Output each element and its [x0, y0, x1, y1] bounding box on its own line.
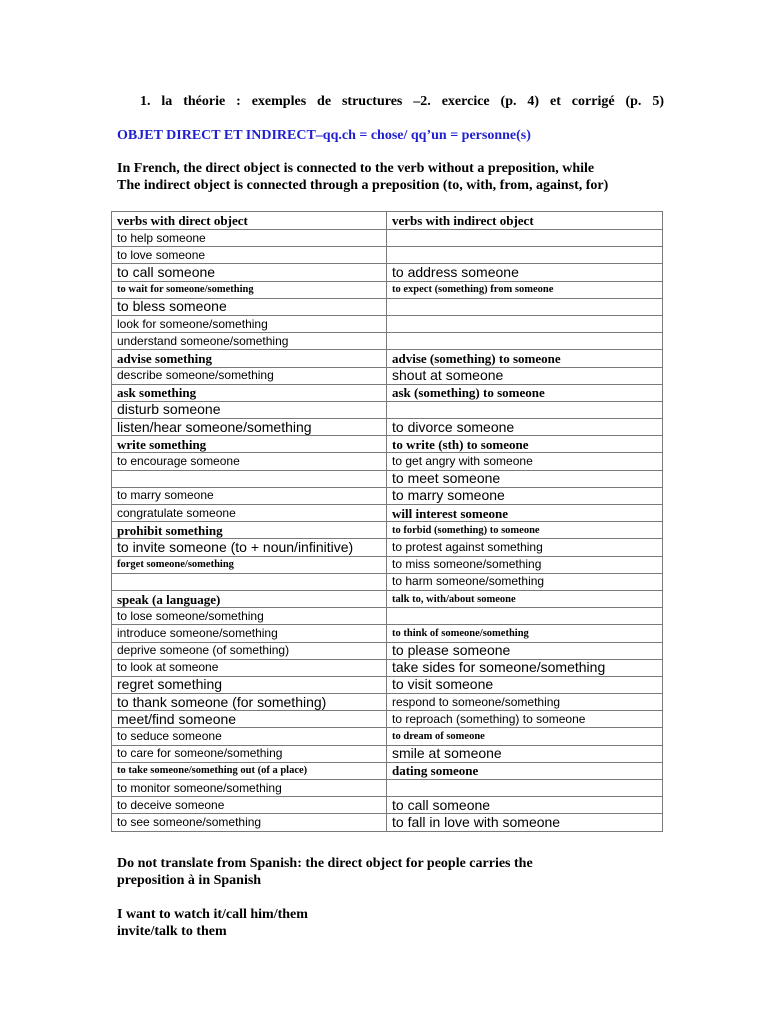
indirect-object-cell: to divorce someone [387, 419, 663, 436]
direct-object-cell: to lose someone/something [112, 608, 387, 625]
indirect-object-cell: to write (sth) to someone [387, 436, 663, 453]
table-row [112, 780, 663, 797]
direct-object-cell: deprive someone (of something) [112, 642, 387, 659]
indirect-object-cell [387, 315, 663, 332]
indirect-object-cell: respond to someone/something [387, 694, 663, 711]
indirect-object-cell: to think of someone/something [387, 625, 663, 642]
indirect-object-cell: dating someone [387, 762, 663, 779]
direct-object-cell: to wait for someone/something [112, 281, 387, 298]
table-header-row [112, 212, 663, 230]
note-line: Do not translate from Spanish: the direct object for people carries the [117, 856, 533, 871]
direct-object-cell: to see someone/something [112, 814, 387, 831]
indirect-object-cell [387, 780, 663, 797]
table-row [112, 539, 663, 556]
direct-object-cell: forget someone/something [112, 556, 387, 573]
table-row [112, 745, 663, 762]
intro-paragraph [117, 160, 608, 194]
table-row [112, 590, 663, 607]
indirect-object-cell [387, 608, 663, 625]
page-heading: 1. la théorie : exemples de structures –2. exercice (p. 4) et corrigé (p. 5) [140, 94, 664, 109]
table-row [112, 333, 663, 350]
table-row [112, 401, 663, 418]
table-row [112, 505, 663, 522]
note-line: preposition à in Spanish [117, 873, 262, 888]
section-title: OBJET DIRECT ET INDIRECT–qq.ch = chose/ qq’un = personne(s) [117, 128, 531, 143]
direct-object-cell: to encourage someone [112, 453, 387, 470]
direct-object-cell: to bless someone [112, 298, 387, 315]
example-line: invite/talk to them [117, 924, 227, 939]
table-row [112, 281, 663, 298]
indirect-object-cell: to address someone [387, 264, 663, 281]
verbs-table-body [112, 230, 663, 832]
direct-object-cell: to help someone [112, 230, 387, 247]
indirect-object-cell: to protest against something [387, 539, 663, 556]
table-row [112, 625, 663, 642]
intro-line: The indirect object is connected through a preposition (to, with, from, against, for) [117, 178, 609, 193]
direct-object-cell: ask something [112, 384, 387, 401]
direct-object-cell: meet/find someone [112, 711, 387, 728]
indirect-object-cell: to reproach (something) to someone [387, 711, 663, 728]
table-row [112, 694, 663, 711]
indirect-object-cell [387, 401, 663, 418]
table-row [112, 315, 663, 332]
direct-object-cell: listen/hear someone/something [112, 419, 387, 436]
table-row [112, 350, 663, 367]
table-row [112, 642, 663, 659]
direct-object-cell: to monitor someone/something [112, 780, 387, 797]
indirect-object-cell: to please someone [387, 642, 663, 659]
table-row [112, 556, 663, 573]
header-indirect-object: verbs with indirect object [387, 212, 663, 230]
direct-object-cell: look for someone/something [112, 315, 387, 332]
direct-object-cell: disturb someone [112, 401, 387, 418]
direct-object-cell: to call someone [112, 264, 387, 281]
direct-object-cell: describe someone/something [112, 367, 387, 384]
verbs-table [111, 211, 663, 832]
table-row [112, 247, 663, 264]
indirect-object-cell: smile at someone [387, 745, 663, 762]
table-row [112, 762, 663, 779]
indirect-object-cell: shout at someone [387, 367, 663, 384]
table-row [112, 264, 663, 281]
direct-object-cell [112, 470, 387, 487]
direct-object-cell: to marry someone [112, 487, 387, 504]
indirect-object-cell: to call someone [387, 797, 663, 814]
indirect-object-cell: advise (something) to someone [387, 350, 663, 367]
table-row [112, 436, 663, 453]
table-row [112, 814, 663, 831]
table-row [112, 608, 663, 625]
table-row [112, 797, 663, 814]
direct-object-cell: to seduce someone [112, 728, 387, 745]
direct-object-cell: to deceive someone [112, 797, 387, 814]
intro-line: In French, the direct object is connected to the verb without a preposition, while [117, 161, 595, 176]
indirect-object-cell: to miss someone/something [387, 556, 663, 573]
indirect-object-cell [387, 247, 663, 264]
table-row [112, 659, 663, 676]
indirect-object-cell: to meet someone [387, 470, 663, 487]
direct-object-cell: to thank someone (for something) [112, 694, 387, 711]
direct-object-cell: prohibit something [112, 522, 387, 539]
table-row [112, 728, 663, 745]
direct-object-cell: speak (a language) [112, 590, 387, 607]
indirect-object-cell [387, 230, 663, 247]
table-row [112, 384, 663, 401]
indirect-object-cell: to fall in love with someone [387, 814, 663, 831]
table-row [112, 298, 663, 315]
indirect-object-cell: to expect (something) from someone [387, 281, 663, 298]
indirect-object-cell: to visit someone [387, 676, 663, 693]
direct-object-cell: understand someone/something [112, 333, 387, 350]
indirect-object-cell: to get angry with someone [387, 453, 663, 470]
direct-object-cell: to love someone [112, 247, 387, 264]
direct-object-cell: write something [112, 436, 387, 453]
table-row [112, 470, 663, 487]
indirect-object-cell: take sides for someone/something [387, 659, 663, 676]
table-row [112, 573, 663, 590]
table-row [112, 676, 663, 693]
table-row [112, 711, 663, 728]
direct-object-cell: to take someone/something out (of a place) [112, 762, 387, 779]
indirect-object-cell: ask (something) to someone [387, 384, 663, 401]
direct-object-cell: to invite someone (to + noun/infinitive) [112, 539, 387, 556]
table-row [112, 487, 663, 504]
indirect-object-cell: will interest someone [387, 505, 663, 522]
table-row [112, 419, 663, 436]
direct-object-cell: to care for someone/something [112, 745, 387, 762]
indirect-object-cell: talk to, with/about someone [387, 590, 663, 607]
direct-object-cell: advise something [112, 350, 387, 367]
example-sentences [117, 906, 308, 940]
indirect-object-cell: to marry someone [387, 487, 663, 504]
indirect-object-cell: to forbid (something) to someone [387, 522, 663, 539]
table-row [112, 230, 663, 247]
indirect-object-cell: to dream of someone [387, 728, 663, 745]
direct-object-cell: regret something [112, 676, 387, 693]
indirect-object-cell [387, 333, 663, 350]
table-row [112, 367, 663, 384]
direct-object-cell [112, 573, 387, 590]
example-line: I want to watch it/call him/them [117, 907, 308, 922]
direct-object-cell: introduce someone/something [112, 625, 387, 642]
indirect-object-cell: to harm someone/something [387, 573, 663, 590]
indirect-object-cell [387, 298, 663, 315]
table-row [112, 453, 663, 470]
direct-object-cell: to look at someone [112, 659, 387, 676]
direct-object-cell: congratulate someone [112, 505, 387, 522]
table-row [112, 522, 663, 539]
header-direct-object: verbs with direct object [112, 212, 387, 230]
translation-note [117, 855, 533, 889]
